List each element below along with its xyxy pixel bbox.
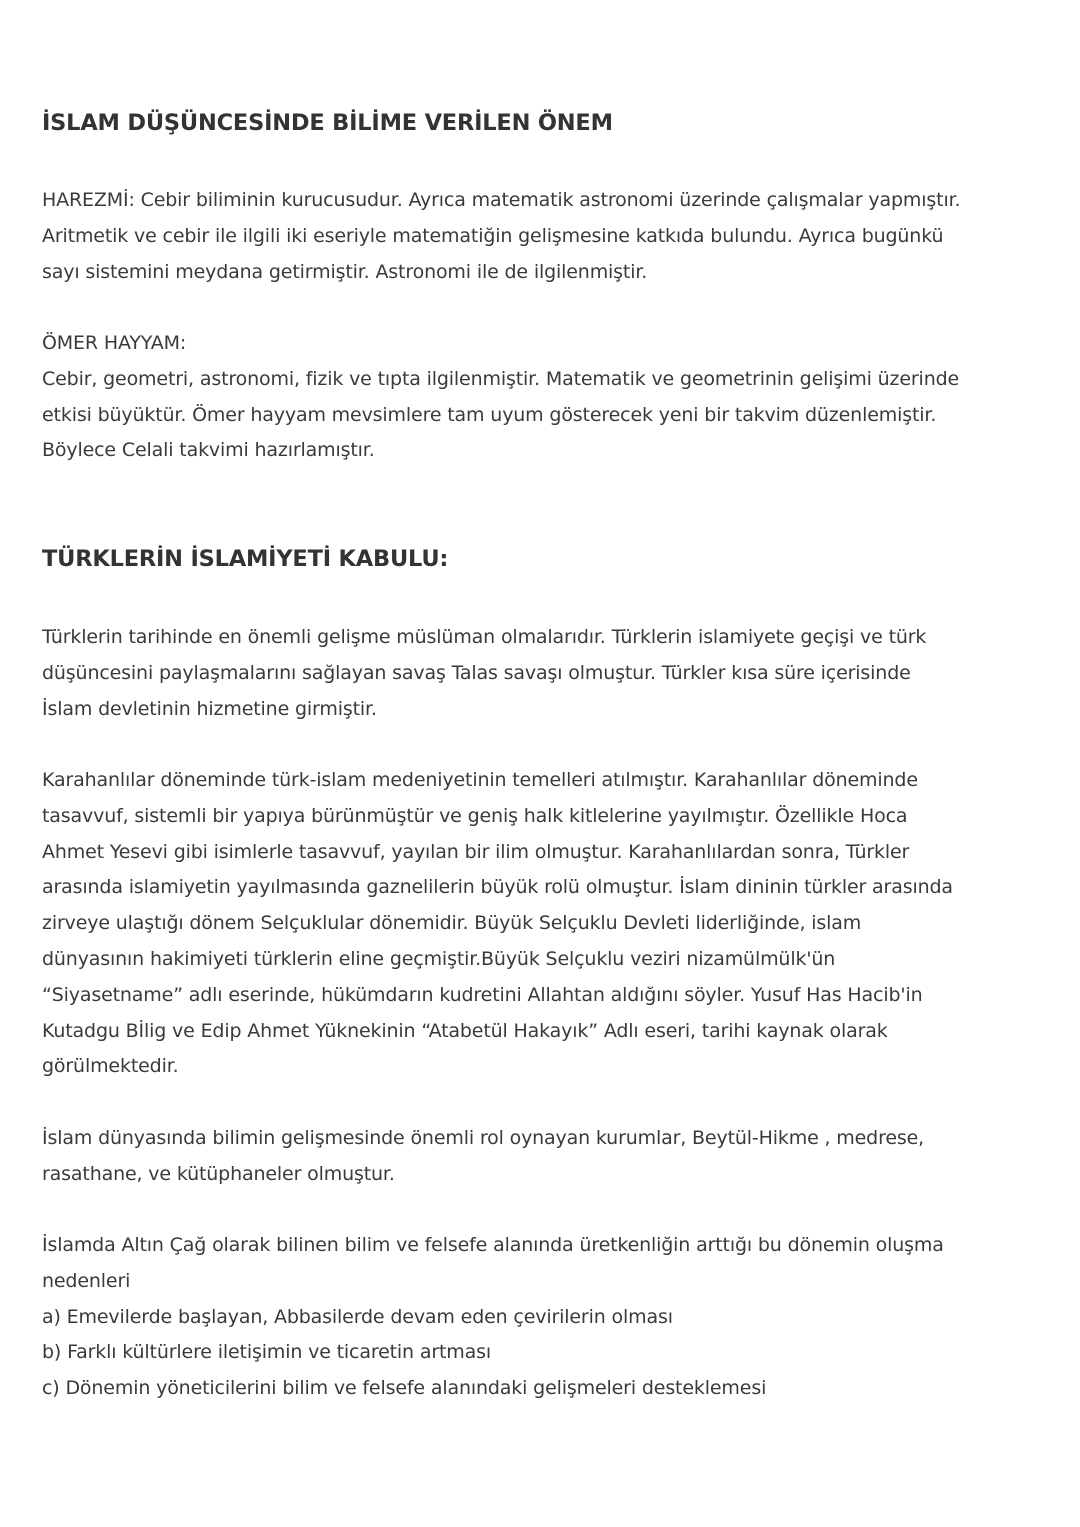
paragraph-karahanlilar: [42, 763, 1047, 1085]
paragraph-kurumlar: [42, 1121, 1047, 1193]
text-line: nedenleri: [42, 1269, 131, 1292]
text-line: sayı sistemini meydana getirmiştir. Astronomi ile de ilgilenmiştir.: [42, 260, 648, 283]
text-line: İslamda Altın Çağ olarak bilinen bilim ve felsefe alanında üretkenliğin arttığı bu dönemin oluşma: [42, 1234, 944, 1256]
paragraph-altin-cag: [42, 1228, 1047, 1407]
list-item: b) Farklı kültürlere iletişimin ve ticaretin artması: [42, 1341, 492, 1364]
text-line: Aritmetik ve cebir ile ilgili iki eseriyle matematiğin gelişmesine katkıda bulundu. Ayrıca bugünkü: [42, 224, 944, 247]
text-line: ÖMER HAYYAM:: [42, 332, 187, 354]
text-line: tasavvuf, sistemli bir yapıya bürünmüştür ve geniş halk kitlelerine yayılmıştır. Özellikle Hoca: [42, 804, 908, 827]
text-line: Cebir, geometri, astronomi, fizik ve tıpta ilgilenmiştir. Matematik ve geometrinin gelişimi üzerinde: [42, 367, 960, 390]
text-line: arasında islamiyetin yayılmasında gaznelilerin büyük rolü olmuştur. İslam dininin türkler arasında: [42, 876, 953, 899]
text-line: etkisi büyüktür. Ömer hayyam mevsimlere tam uyum gösterecek yeni bir takvim düzenlemiştir.: [42, 403, 937, 426]
paragraph-turklerin-tarihi: [42, 620, 1047, 727]
section-heading-bilim: İSLAM DÜŞÜNCESİNDE BİLİME VERİLEN ÖNEM: [42, 110, 613, 136]
list-item: c) Dönemin yöneticilerini bilim ve felsefe alanındaki gelişmeleri desteklemesi: [42, 1377, 767, 1400]
text-line: düşüncesini paylaşmalarını sağlayan savaş Talas savaşı olmuştur. Türkler kısa süre içerisinde: [42, 661, 911, 684]
text-line: HAREZMİ: Cebir biliminin kurucusudur. Ayrıca matematik astronomi üzerinde çalışmalar yapmıştır.: [42, 189, 961, 211]
text-line: Türklerin tarihinde en önemli gelişme müslüman olmalarıdır. Türklerin islamiyete geçişi ve türk: [42, 626, 927, 648]
text-line: İslam devletinin hizmetine girmiştir.: [42, 697, 377, 720]
text-line: “Siyasetname” adlı eserinde, hükümdarın kudretini Allahtan aldığını söyler. Yusuf Has Hacib'in: [42, 983, 923, 1006]
text-line: Karahanlılar döneminde türk-islam medeniyetinin temelleri atılmıştır. Karahanlılar döneminde: [42, 769, 918, 791]
text-line: rasathane, ve kütüphaneler olmuştur.: [42, 1162, 395, 1185]
list-item: a) Emevilerde başlayan, Abbasilerde devam eden çevirilerin olması: [42, 1305, 673, 1328]
text-line: Kutadgu Bİlig ve Edip Ahmet Yüknekinin “Atabetül Hakayık” Adlı eseri, tarihi kaynak olarak: [42, 1019, 888, 1042]
paragraph-harezmi: [42, 183, 1047, 290]
text-line: İslam dünyasında bilimin gelişmesinde önemli rol oynayan kurumlar, Beytül-Hikme , medrese,: [42, 1127, 925, 1149]
text-line: dünyasının hakimiyeti türklerin eline geçmiştir.Büyük Selçuklu veziri nizamülmülk'ün: [42, 947, 836, 970]
paragraph-omer-hayyam: [42, 326, 1047, 469]
text-line: Ahmet Yesevi gibi isimlerle tasavvuf, yayılan bir ilim olmuştur. Karahanlılardan sonra, Türkler: [42, 840, 910, 863]
section-heading-islamiyet: TÜRKLERİN İSLAMİYETİ KABULU:: [42, 546, 449, 572]
text-line: görülmektedir.: [42, 1055, 179, 1078]
text-line: Böylece Celali takvimi hazırlamıştır.: [42, 439, 375, 462]
text-line: zirveye ulaştığı dönem Selçuklular dönemidir. Büyük Selçuklu Devleti liderliğinde, islam: [42, 912, 862, 935]
